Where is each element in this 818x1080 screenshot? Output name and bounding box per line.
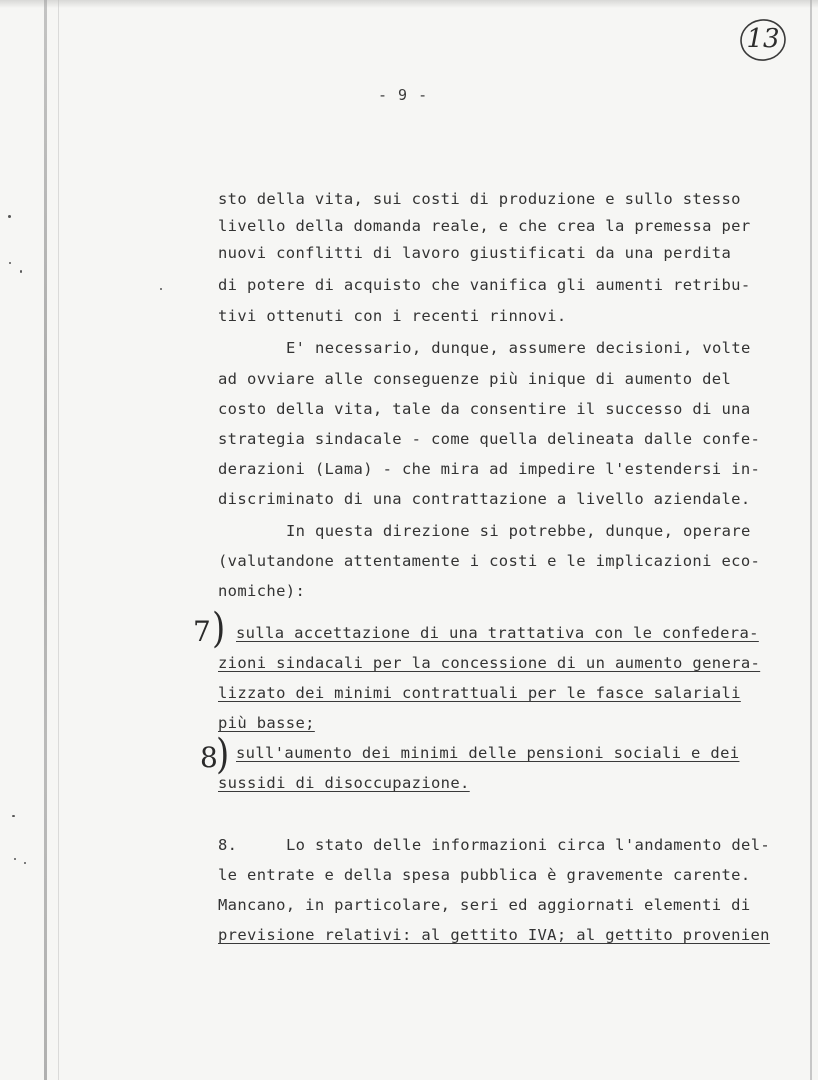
margin-line: [58, 0, 59, 1080]
underlined-line: lizzato dei minimi contrattuali per le fasce salariali: [218, 684, 741, 702]
handwritten-marker-7: 7: [193, 615, 211, 648]
scan-speck: [20, 270, 22, 273]
page-top-shadow: [0, 0, 818, 8]
underlined-line: zioni sindacali per la concessione di un aumento genera-: [218, 654, 761, 672]
underlined-line: sussidi di disoccupazione.: [218, 774, 470, 792]
sheet-number-text: 13: [746, 24, 780, 54]
text-line: le entrate e della spesa pubblica è gravemente carente.: [218, 866, 751, 884]
page-number: - 9 -: [378, 86, 429, 104]
text-line: discriminato di una contrattazione a livello aziendale.: [218, 490, 751, 508]
scan-speck: [14, 858, 16, 860]
text-line: strategia sindacale - come quella delineata dalle confe-: [218, 430, 761, 448]
binding-edge: [44, 0, 47, 1080]
underlined-line: sull'aumento dei minimi delle pensioni sociali e dei: [236, 744, 740, 762]
sheet-number-stamp: [738, 16, 788, 64]
handwritten-paren-icon: ): [216, 731, 230, 779]
text-line: di potere di acquisto che vanifica gli aumenti retribu-: [218, 276, 751, 294]
scan-speck: [160, 288, 162, 290]
handwritten-marker-8: 8: [200, 741, 218, 774]
section-number: 8.: [218, 836, 238, 854]
underlined-line: più basse;: [218, 714, 315, 732]
text-line: In questa direzione si potrebbe, dunque, operare: [286, 522, 751, 540]
text-line: costo della vita, tale da consentire il successo di una: [218, 400, 751, 418]
text-line: ad ovviare alle conseguenze più inique di aumento del: [218, 370, 732, 388]
text-line: nuovi conflitti di lavoro giustificati da una perdita: [218, 244, 732, 262]
scan-speck: [24, 862, 26, 864]
underlined-line: sulla accettazione di una trattativa con le confedera-: [236, 624, 759, 642]
scan-speck: [12, 815, 15, 817]
text-line: previsione relativi: al gettito IVA; al gettito provenien: [218, 926, 770, 944]
scan-speck: [8, 215, 11, 218]
text-line: livello della domanda reale, e che crea la premessa per: [218, 217, 751, 235]
text-line: derazioni (Lama) - che mira ad impedire l'estendersi in-: [218, 460, 761, 478]
text-line: nomiche):: [218, 582, 306, 600]
text-line: tivi ottenuti con i recenti rinnovi.: [218, 307, 567, 325]
scan-speck: [9, 262, 11, 264]
text-line: Lo stato delle informazioni circa l'andamento del-: [286, 836, 771, 854]
text-line: Mancano, in particolare, seri ed aggiornati elementi di: [218, 896, 751, 914]
right-page-edge: [810, 0, 812, 1080]
text-line: E' necessario, dunque, assumere decisioni, volte: [286, 339, 751, 357]
handwritten-paren-icon: ): [212, 605, 226, 653]
text-line: (valutandone attentamente i costi e le implicazioni eco-: [218, 552, 761, 570]
text-line: sto della vita, sui costi di produzione e sullo stesso: [218, 190, 741, 208]
